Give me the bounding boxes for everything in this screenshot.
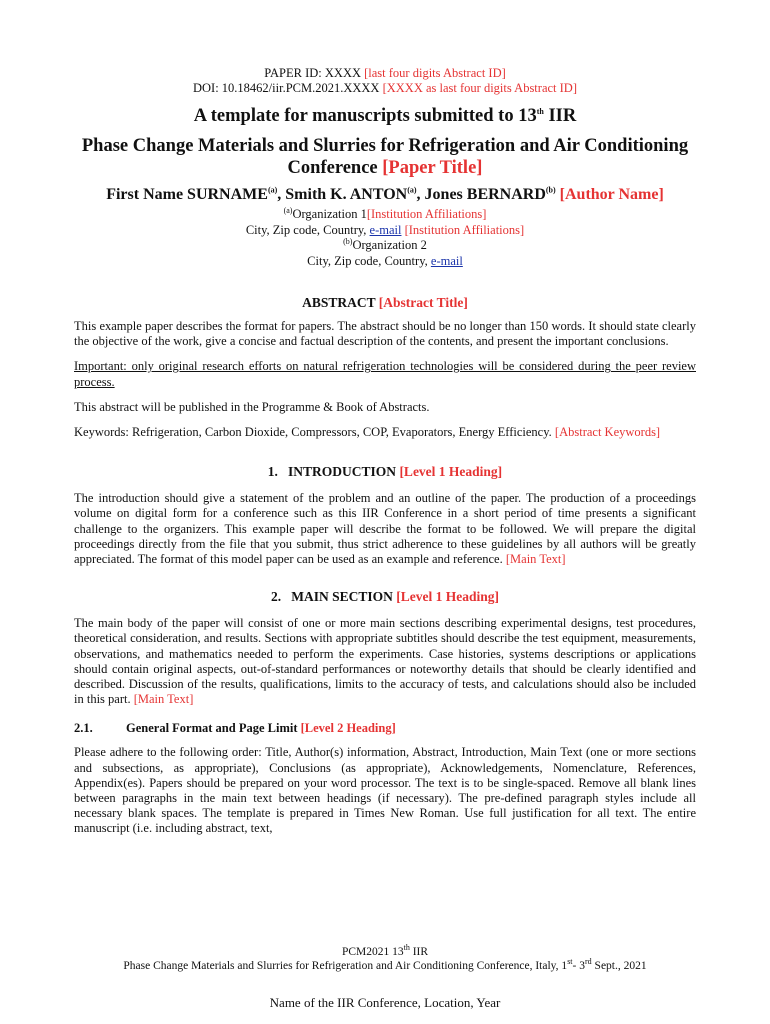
affiliation-b-address: City, Zip code, Country, e-mail (307, 253, 463, 268)
affiliations (74, 207, 696, 269)
section-heading-introduction: 1. INTRODUCTION [Level 1 Heading] (267, 464, 503, 480)
page-footer (0, 945, 770, 973)
author-2: , Smith K. ANTON (277, 186, 408, 203)
section-heading-main: 2. MAIN SECTION [Level 1 Heading] (270, 589, 499, 605)
email-link-a[interactable]: e-mail (369, 222, 402, 237)
affiliation-a: $^{(a)}$Organization 1[Institution Affiliations] (283, 205, 487, 221)
paper-id-line (74, 66, 696, 81)
subsection-text: Please adhere to the following order: Title, Author(s) information, Abstract, Introduction, Main Text (one or more sections and subsections, as appropriate), Conclusions (as appropriate), Acknowledgements, Nomenclature, References, Appendix(es). Papers should be prepared on your word processor. The text is to be single-spaced. Remove all blank lines between paragraphs in the main text between headings (if necessary). The pre-defined paragraph styles include all necessary blank spaces. The template is prepared in Times New Roman. Use full justification for all text. The entire manuscript (i.e. including abstract, text, (74, 745, 696, 836)
footer-conference-short: PCM2021 13th IIR (341, 943, 429, 958)
page-title: A template for manuscripts submitted to 13th IIR (193, 106, 577, 126)
introduction-text: The introduction should give a statement of the problem and an outline of the paper. The production of a proceedings volume on digital form for a conference such as this IIR Conference in a short period of time presents a significant challenge to the organizers. This example paper will describe the format to be followed. We will prepare the digital proceedings directly from the file that you submit, thus strict adherence to these guidelines by all authors will be greatly appreciated. The format of this model paper can be used as an example and reference. [Main Text] (74, 491, 696, 567)
doi-line (74, 81, 696, 96)
email-link-b[interactable]: e-mail (430, 253, 463, 268)
author-3: , Jones BERNARD (416, 186, 546, 203)
subsection-heading: 2.1. General Format and Page Limit [Level 2 Heading] (74, 721, 396, 736)
document-page (74, 66, 696, 837)
author-note: [Author Name] (559, 186, 664, 203)
doi-note: [XXXX as last four digits Abstract ID] (382, 81, 577, 95)
bottom-caption: Name of the IIR Conference, Location, Year (269, 995, 501, 1010)
paper-meta (74, 66, 696, 96)
paper-id: PAPER ID: XXXX (264, 66, 361, 80)
affiliation-b: $^{(b)}$Organization 2 (343, 236, 427, 252)
paper-title: Phase Change Materials and Slurries for Refrigeration and Air Conditioning Conference [Paper Title] (81, 136, 689, 178)
important-note: Important: only original research efforts on natural refrigeration technologies will be considered during the peer review process. (74, 359, 696, 389)
abstract-text: This example paper describes the format for papers. The abstract should be no longer than 150 words. It should state clearly the objective of the work, give a concise and factual description of the contents, and present the important conclusions. (74, 319, 696, 349)
author-list: First Name SURNAME$^{(a)}$, Smith K. ANTON$^{(a)}$, Jones BERNARD$^{(b)}$ [Author Name] (106, 185, 664, 203)
abstract-heading: ABSTRACT [Abstract Title] (302, 295, 468, 310)
keywords: Keywords: Refrigeration, Carbon Dioxide, Compressors, COP, Evaporators, Energy Efficiency. [Abstract Keywords] (74, 425, 661, 440)
abstract-publication-note: This abstract will be published in the Programme & Book of Abstracts. (74, 399, 430, 414)
affiliation-a-address: City, Zip code, Country, e-mail [Institution Affiliations] (245, 222, 525, 237)
main-section-text: The main body of the paper will consist of one or more main sections describing experimental designs, test procedures, theoretical consideration, and results. Sections with appropriate subtitles should describe the test equipment, measurements, observations, and mathematics needed to perform the experiments. Case histories, systems descriptions or applications should contain original aspects, out-of-standard performances or noteworthy details that should be clearly identified and described. Discussion of the results, qualifications, limits to the accuracy of tests, and calculations should also be included in this part. [Main Text] (74, 616, 696, 707)
footer-conference-full: Phase Change Materials and Slurries for Refrigeration and Air Conditioning Conference, Italy, 1st- 3rd Sept., 2021 (123, 957, 647, 972)
doi: DOI: 10.18462/iir.PCM.2021.XXXX (192, 81, 380, 95)
paper-title-note: [Paper Title] (382, 158, 483, 178)
author-1: First Name SURNAME (106, 186, 268, 203)
paper-id-note: [last four digits Abstract ID] (364, 66, 506, 80)
